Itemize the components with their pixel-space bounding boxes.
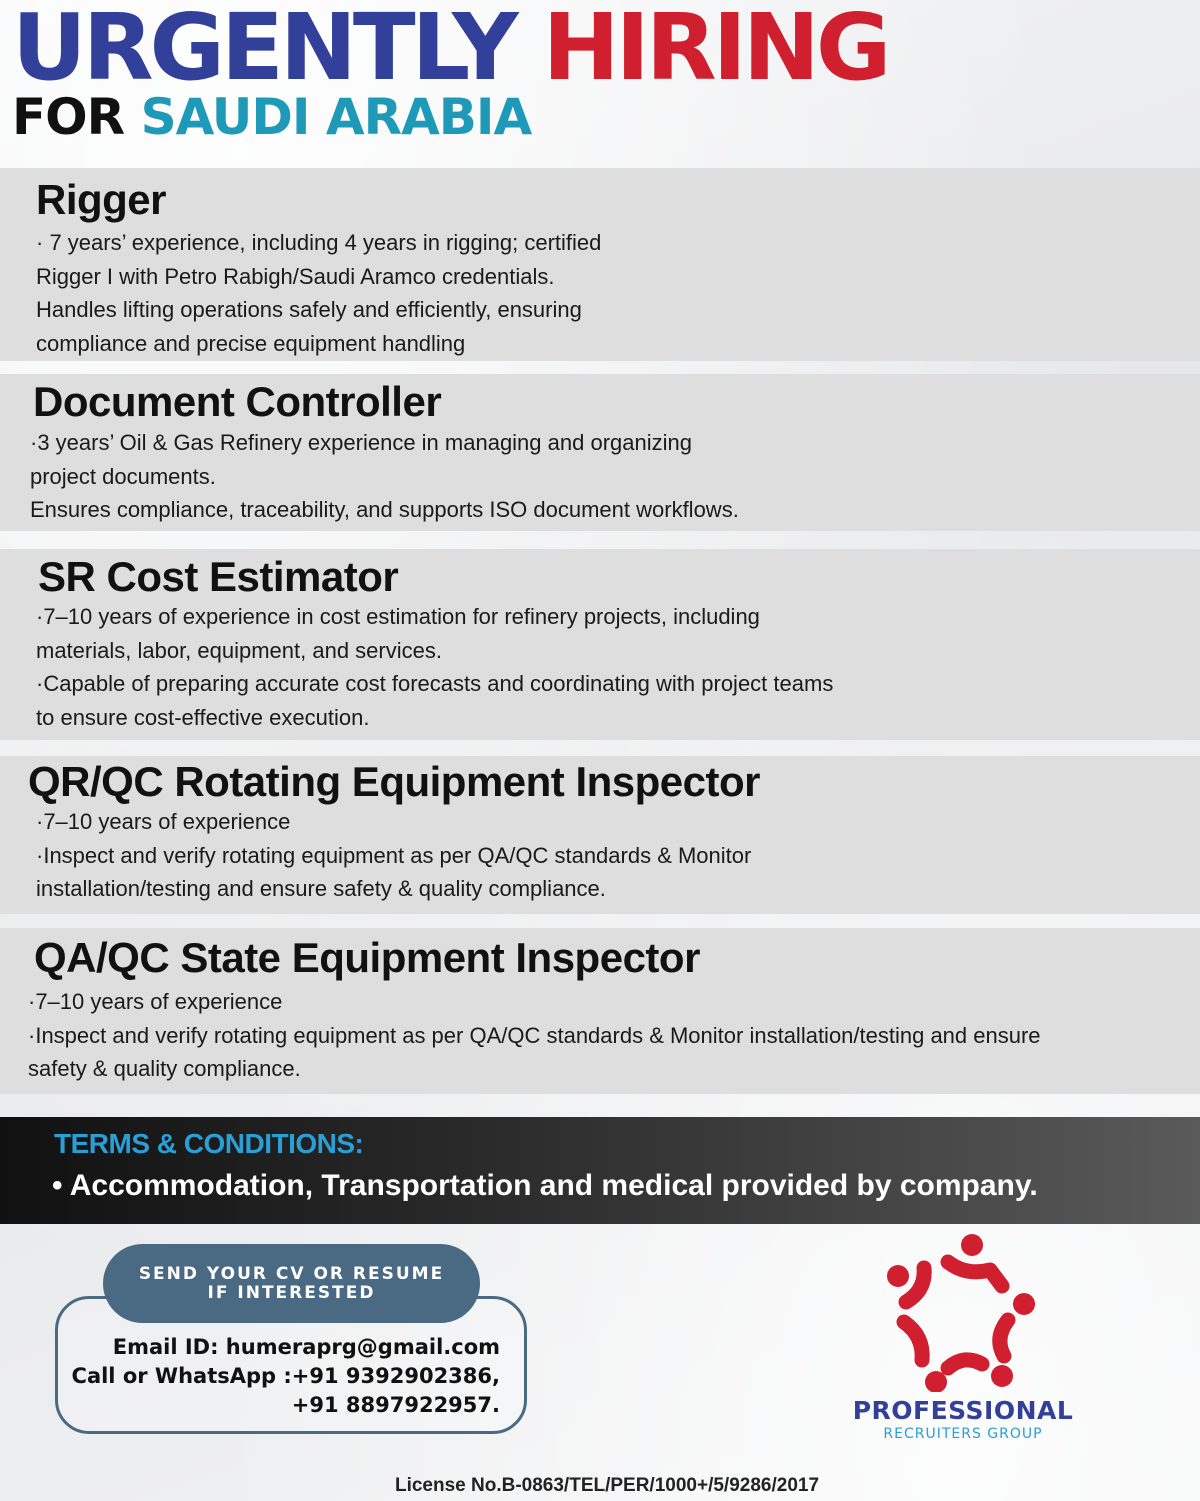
subheadline xyxy=(12,88,531,146)
job-description-line: materials, labor, equipment, and services. xyxy=(36,637,442,663)
job-description-line: ·Capable of preparing accurate cost forecasts and coordinating with project teams xyxy=(36,671,834,696)
license-number: License No.B-0863/TEL/PER/1000+/5/9286/2017 xyxy=(394,1475,820,1496)
job-description-line: ·3 years’ Oil & Gas Refinery experience in managing and organizing xyxy=(30,430,692,455)
send-cv-badge xyxy=(103,1244,480,1323)
job-title: Rigger xyxy=(36,176,167,223)
job-panel-sr-cost-estimator xyxy=(0,549,1200,740)
company-logo xyxy=(838,1232,1088,1447)
headline-urgently: URGENTLY xyxy=(12,0,515,101)
job-title: Document Controller xyxy=(33,378,442,425)
phone-line[interactable]: Call or WhatsApp :+91 9392902386, xyxy=(71,1364,500,1388)
job-title: SR Cost Estimator xyxy=(38,553,399,600)
job-description-line: safety & quality compliance. xyxy=(28,1056,301,1081)
job-description-line: ·7–10 years of experience xyxy=(36,809,291,834)
job-title: QA/QC State Equipment Inspector xyxy=(34,934,700,981)
job-description-line: to ensure cost-effective execution. xyxy=(36,704,370,730)
job-title: QR/QC Rotating Equipment Inspector xyxy=(28,758,761,805)
headline xyxy=(12,0,888,101)
job-panel-state-equipment-inspector xyxy=(0,928,1200,1094)
job-description-line: ·7–10 years of experience in cost estimation for refinery projects, including xyxy=(36,604,760,629)
contact-details xyxy=(55,1333,500,1420)
job-description-line: Rigger I with Petro Rabigh/Saudi Aramco credentials. xyxy=(36,263,555,289)
headline-hiring: HIRING xyxy=(542,0,888,101)
terms-title: TERMS & CONDITIONS: xyxy=(54,1128,364,1159)
recruiters-logo-icon xyxy=(878,1232,1048,1392)
job-description xyxy=(36,226,601,360)
job-panel-rigger xyxy=(0,168,1200,361)
job-description-line: project documents. xyxy=(30,463,216,489)
job-description xyxy=(28,985,1041,1086)
terms-item: • Accommodation, Transportation and medical provided by company. xyxy=(52,1169,1038,1202)
job-description-line: ·Inspect and verify rotating equipment as per QA/QC standards & Monitor installation/testing and ensure xyxy=(28,1022,1041,1048)
phone-line-secondary[interactable]: +91 8897922957. xyxy=(291,1393,500,1417)
job-description-line: Ensures compliance, traceability, and supports ISO document workflows. xyxy=(30,497,739,522)
job-description xyxy=(36,600,833,734)
job-description-line: compliance and precise equipment handling xyxy=(36,330,466,356)
job-description-line: ·7–10 years of experience xyxy=(28,989,283,1014)
job-description xyxy=(30,426,739,527)
job-description xyxy=(36,805,751,906)
job-description-line: Handles lifting operations safely and efficiently, ensuring xyxy=(36,297,582,322)
job-description-line: ·Inspect and verify rotating equipment as per QA/QC standards & Monitor xyxy=(36,842,752,868)
job-description-line: · 7 years’ experience, including 4 years in rigging; certified xyxy=(36,230,602,255)
logo-name: PROFESSIONAL xyxy=(852,1396,1074,1425)
subheadline-country: SAUDI ARABIA xyxy=(140,88,532,146)
job-panel-document-controller xyxy=(0,374,1200,531)
subheadline-for: FOR xyxy=(12,88,125,146)
job-panel-rotating-equipment-inspector xyxy=(0,756,1200,914)
logo-subtitle: RECRUITERS GROUP xyxy=(883,1426,1043,1442)
job-description-line: installation/testing and ensure safety & quality compliance. xyxy=(36,876,606,901)
email-line[interactable]: Email ID: humeraprg@gmail.com xyxy=(112,1335,500,1359)
terms-banner xyxy=(0,1117,1200,1224)
send-cv-label: SEND YOUR CV OR RESUME IF INTERESTED xyxy=(138,1263,445,1303)
